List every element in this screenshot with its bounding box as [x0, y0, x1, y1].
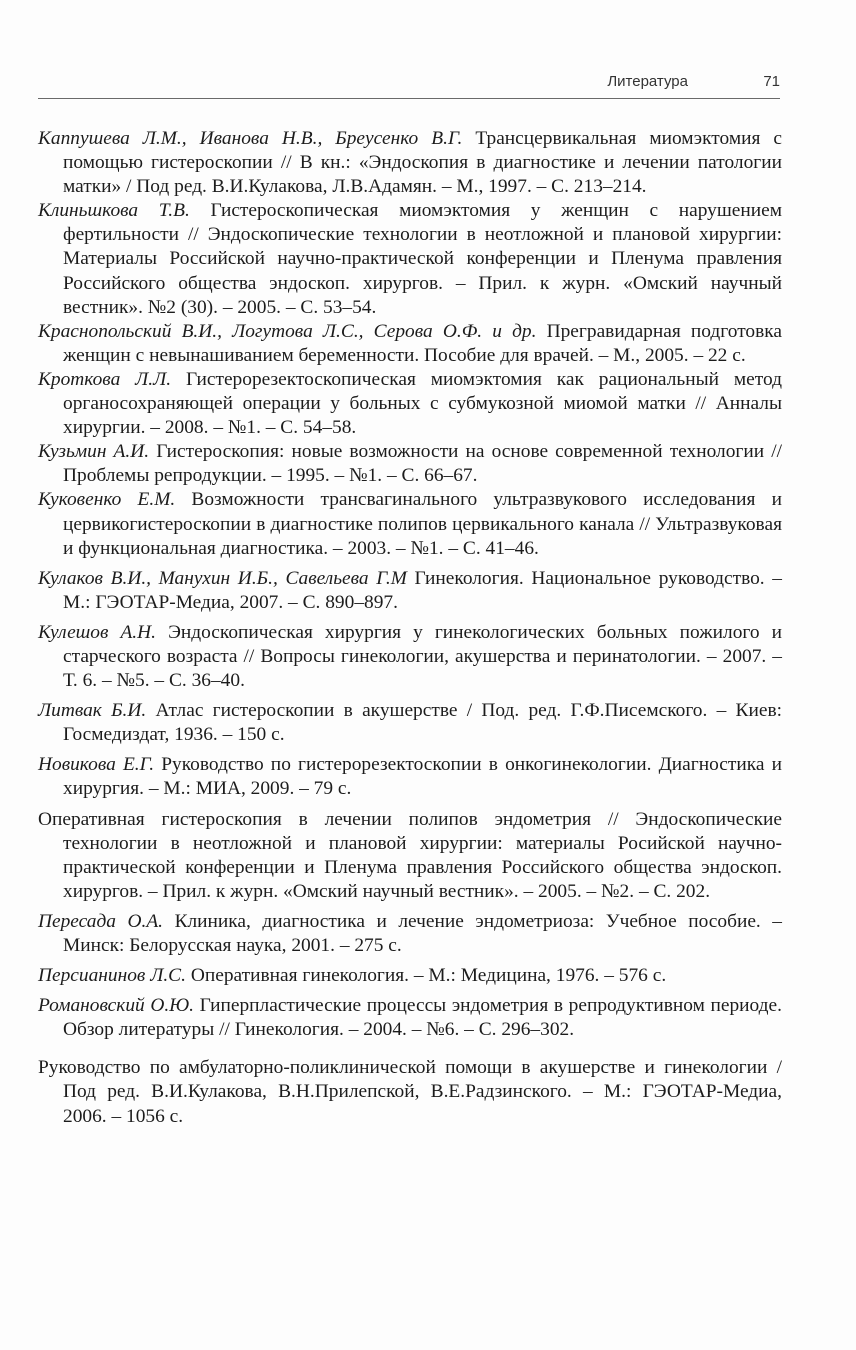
reference-authors: Пересада О.А. — [38, 910, 164, 932]
reference-text: Руководство по гистерорезектоскопии в онкогинекологии. Диагностика и хирургия. – М.: МИА, 2009. – 79 с. — [63, 754, 783, 800]
reference-entry — [38, 808, 782, 904]
reference-text: Гиперпластические процессы эндометрия в репродуктивном периоде. Обзор литературы // Гинекология. – 2004. – №6. – С. 296–302. — [63, 995, 782, 1041]
reference-text: Эндоскопическая хирургия у гинекологических больных пожилого и старческого возраста // Вопросы гинекологии, акушерства и перинатологии. – 2007. – Т. 6. – №5. – С. 36–40. — [63, 621, 782, 692]
reference-entry — [38, 699, 782, 747]
reference-entry — [38, 994, 782, 1042]
reference-text: Оперативная гистероскопия в лечении полипов эндометрия // Эндоскопические технологии в неотложной и плановой хирургии: материалы Росийской научно-практической конференции и Пленума правления Российского общества эндоскоп. хирургов. – Прил. к журн. «Омский научный вестник». – 2005. – №2. – С. 202. — [38, 808, 782, 902]
reference-entry — [38, 488, 782, 560]
reference-entry — [38, 1056, 782, 1128]
reference-entry — [38, 368, 782, 440]
reference-entry — [38, 127, 782, 199]
reference-authors: Новикова Е.Г. — [38, 754, 155, 776]
reference-text: Клиника, диагностика и лечение эндометриоза: Учебное пособие. – Минск: Белорусская наука, 2001. – 275 с. — [63, 910, 782, 956]
reference-text: Трансцервикальная миомэктомия с помощью гистероскопии // В кн.: «Эндоскопия в диагностике и лечении патологии матки» / Под ред. В.И.Кулакова, Л.В.Адамян. – М., 1997. – С. 213–214. — [63, 128, 783, 198]
reference-text: Прегравидарная подготовка женщин с невынашиванием беременности. Пособие для врачей. – М., 2005. – 22 с. — [63, 320, 782, 366]
reference-text: Гинекология. Национальное руководство. – М.: ГЭОТАР-Медиа, 2007. – С. 890–897. — [63, 567, 782, 613]
reference-text: Атлас гистероскопии в акушерстве / Под. ред. Г.Ф.Писемского. – Киев: Госмедиздат, 1936. – 150 с. — [63, 700, 782, 746]
reference-text: Гистерорезектоскопическая миомэктомия как рациональный метод органосохраняющей операции у больных с субмукозной миомой матки // Анналы хирургии. – 2008. – №1. – С. 54–58. — [63, 368, 782, 439]
reference-authors: Романовский О.Ю. — [38, 995, 195, 1017]
header-rule — [38, 98, 780, 99]
reference-entry — [38, 621, 782, 693]
reference-authors: Клиньшкова Т.В. — [38, 200, 190, 222]
reference-authors: Литвак Б.И. — [38, 700, 147, 722]
page-number: 71 — [763, 73, 780, 90]
reference-authors: Кроткова Л.Л. — [38, 368, 172, 390]
reference-list — [38, 127, 782, 1129]
reference-text: Гистероскопическая миомэктомия у женщин с нарушением фертильности // Эндоскопические технологии в неотложной и плановой хирургии: Материалы Российской научно-практической конференции и Пленума правления Российского общества эндоскоп. хирургов. – Прил. к журн. «Омский научный вестник». №2 (30). – 2005. – С. 53–54. — [63, 200, 783, 318]
reference-text: Гистероскопия: новые возможности на основе современной технологии // Проблемы репродукции. – 1995. – №1. – С. 66–67. — [63, 441, 782, 487]
running-header — [38, 70, 780, 94]
reference-entry — [38, 440, 782, 488]
reference-entry — [38, 964, 782, 988]
reference-authors: Кулешов А.Н. — [38, 621, 157, 643]
reference-entry — [38, 320, 782, 368]
reference-authors: Кулаков В.И., Манухин И.Б., Савельева Г.М — [38, 567, 407, 589]
reference-entry — [38, 910, 782, 958]
reference-authors: Куковенко Е.М. — [38, 489, 176, 511]
reference-authors: Персианинов Л.С. — [38, 965, 186, 987]
reference-text: Руководство по амбулаторно-поликлинической помощи в акушерстве и гинекологии / Под ред. В.И.Кулакова, В.Н.Прилепской, В.Е.Радзинского. – М.: ГЭОТАР-Медиа, 2006. – 1056 с. — [38, 1057, 782, 1127]
reference-authors: Краснопольский В.И., Логутова Л.С., Серова О.Ф. и др. — [38, 320, 537, 342]
reference-entry — [38, 567, 782, 615]
reference-authors: Кузьмин А.И. — [38, 441, 150, 463]
reference-text: Оперативная гинекология. – М.: Медицина, 1976. – 576 с. — [190, 965, 667, 987]
reference-entry — [38, 753, 782, 801]
reference-text: Возможности трансвагинального ультразвукового исследования и цервикогистероскопии в диагностике полипов цервикального канала // Ультразвуковая и функциональная диагностика. – 2003. – №1. – С. 41–46. — [63, 489, 782, 559]
running-title: Литература — [607, 73, 688, 90]
reference-authors: Каппушева Л.М., Иванова Н.В., Бреусенко В.Г. — [38, 128, 463, 149]
reference-entry — [38, 199, 782, 319]
